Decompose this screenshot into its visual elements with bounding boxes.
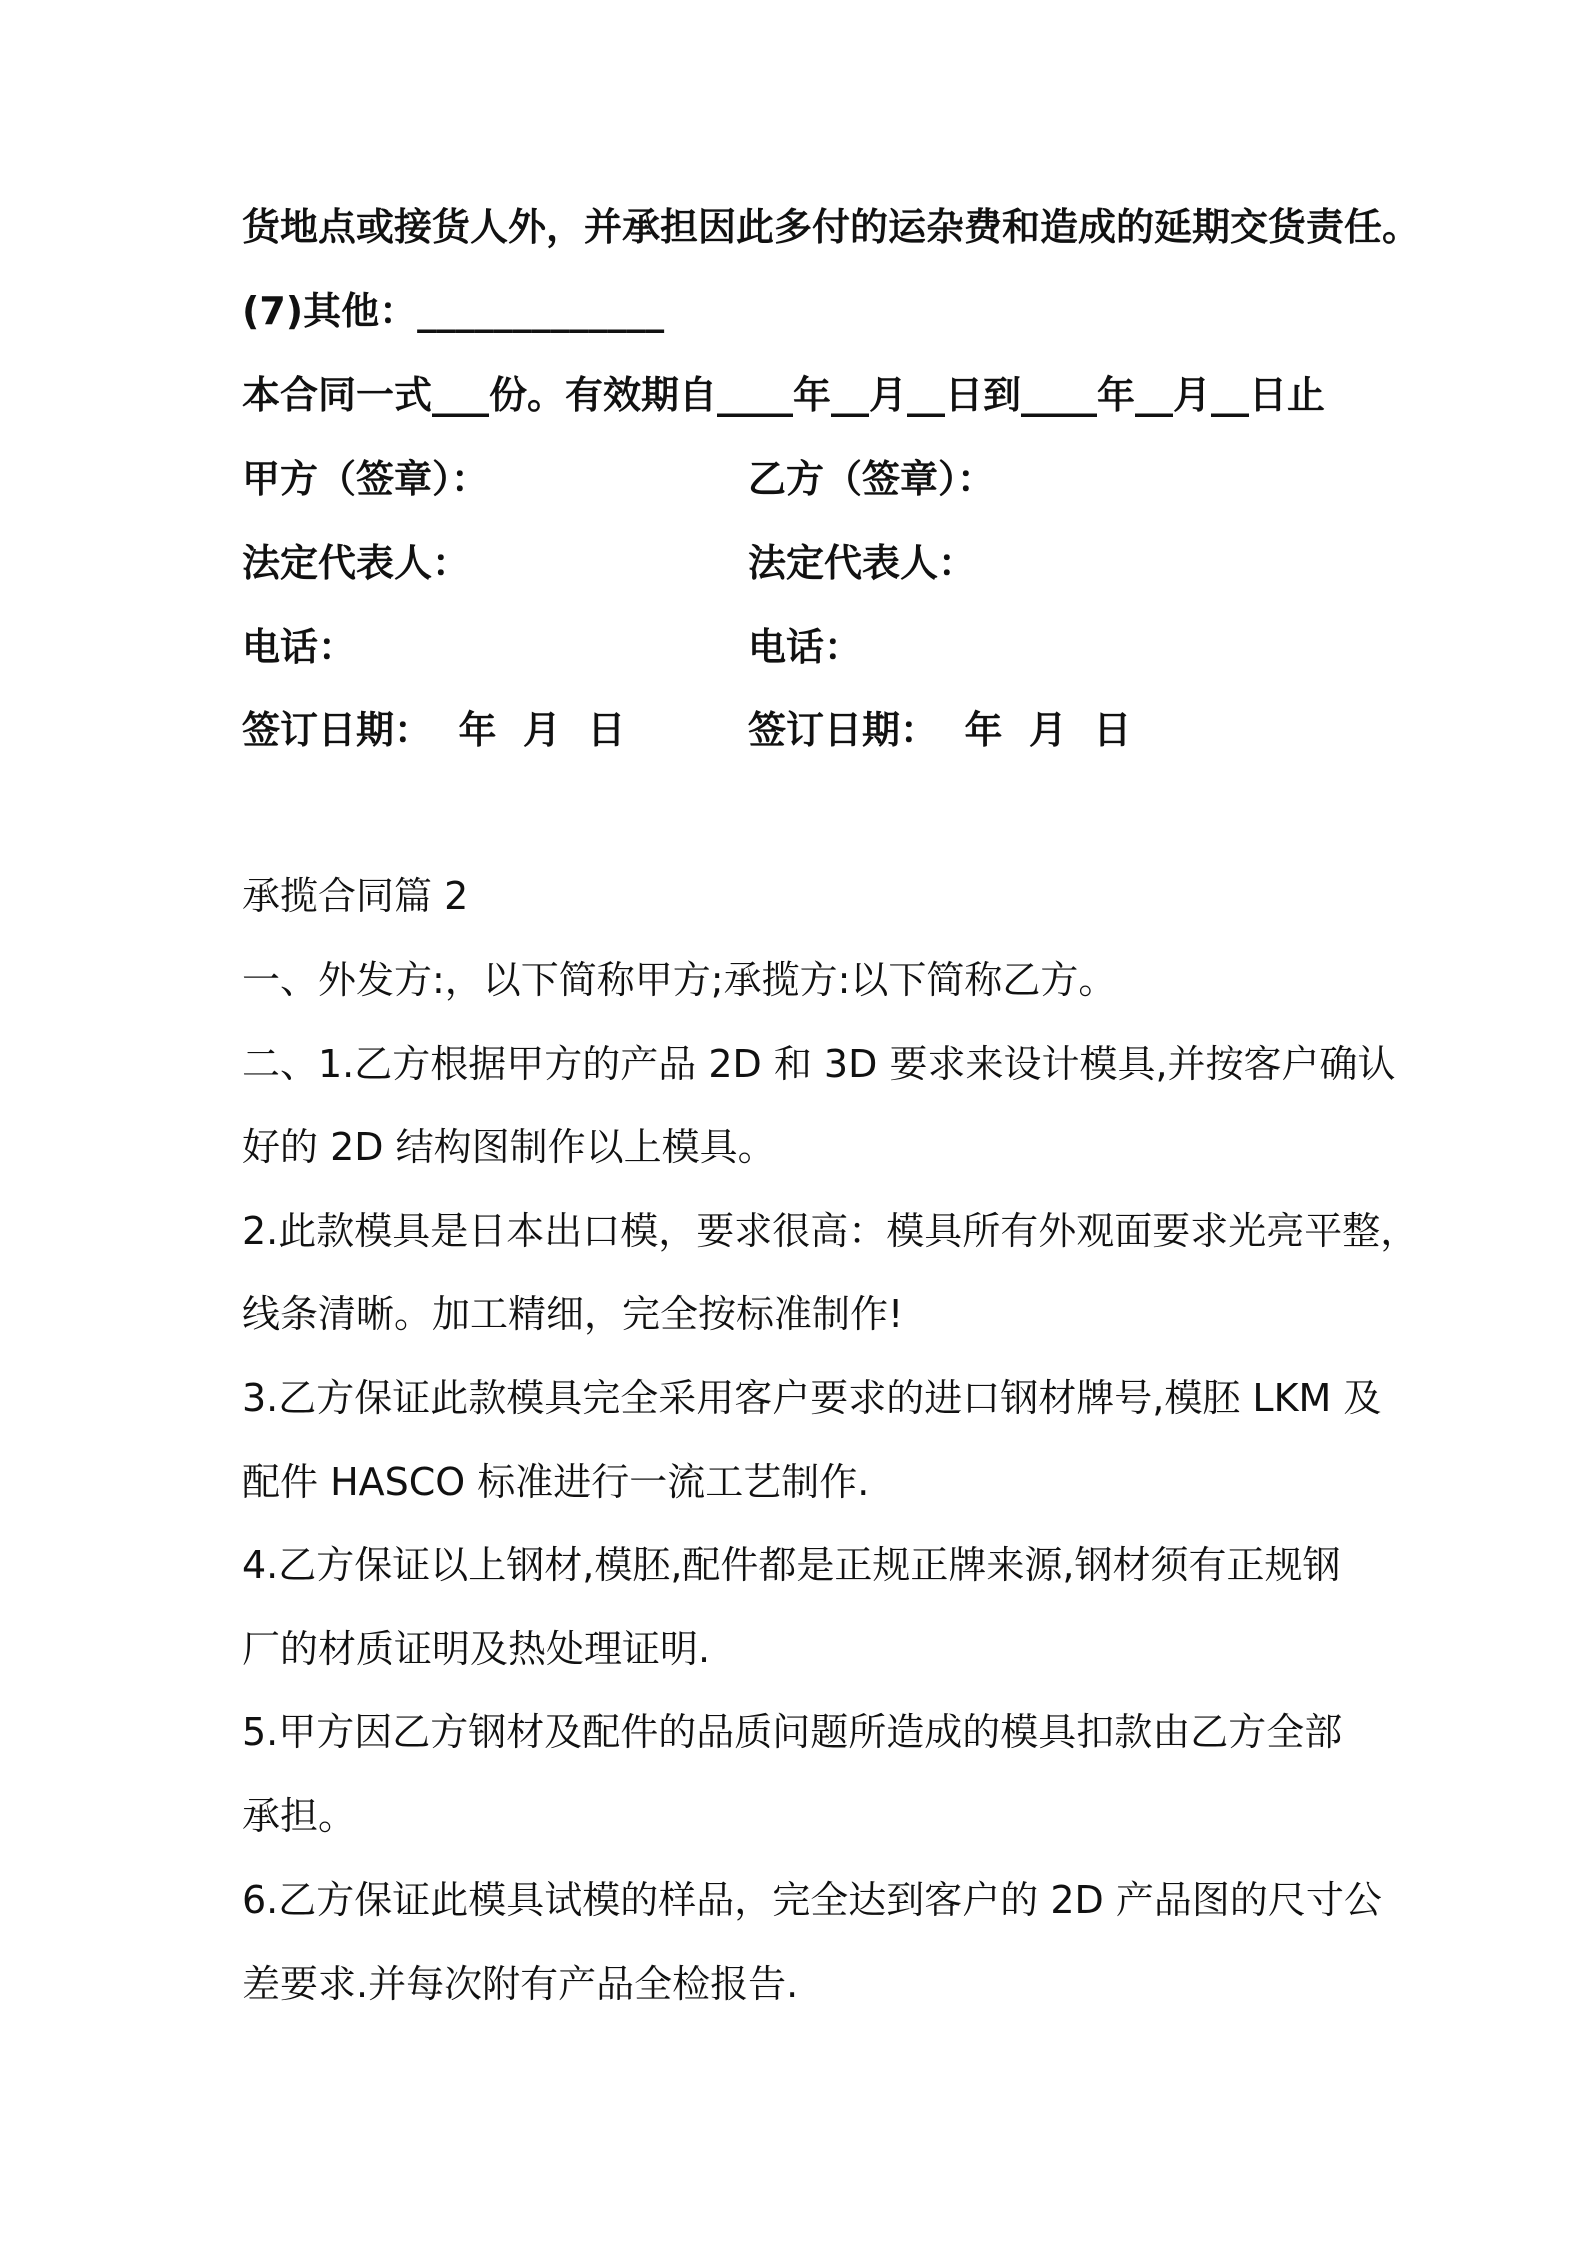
paragraph-line: 好的 2D 结构图制作以上模具。 bbox=[242, 1125, 776, 1169]
paragraph-line: 4.乙方保证以上钢材,模胚,配件都是正规正牌来源,钢材须有正规钢 bbox=[242, 1543, 1341, 1587]
paragraph-line: 厂的材质证明及热处理证明. bbox=[242, 1627, 711, 1671]
text-line: 本合同一式___份。有效期自____年__月__日到____年__月__日止 bbox=[242, 373, 1326, 417]
text-line: 货地点或接货人外，并承担因此多付的运杂费和造成的延期交货责任。 bbox=[242, 205, 1421, 249]
text-line: (7)其他：_____________ bbox=[242, 289, 665, 333]
party-a-sign-date: 签订日期： 年 月 日 bbox=[242, 708, 626, 752]
party-a-phone: 电话： bbox=[242, 625, 357, 669]
party-b-signature: 乙方（签章）： bbox=[748, 457, 996, 501]
party-b-sign-date: 签订日期： 年 月 日 bbox=[748, 708, 1132, 752]
paragraph-line: 线条清晰。加工精细，完全按标准制作! bbox=[242, 1292, 904, 1336]
paragraph-line: 承担。 bbox=[242, 1794, 357, 1838]
paragraph-line: 一、外发方:，以下简称甲方;承揽方:以下简称乙方。 bbox=[242, 958, 1117, 1002]
party-b-phone: 电话： bbox=[748, 625, 863, 669]
paragraph-line: 差要求.并每次附有产品全检报告. bbox=[242, 1962, 799, 2006]
paragraph-line: 5.甲方因乙方钢材及配件的品质问题所造成的模具扣款由乙方全部 bbox=[242, 1710, 1343, 1754]
party-a-signature: 甲方（签章）： bbox=[242, 457, 490, 501]
paragraph-line: 二、1.乙方根据甲方的产品 2D 和 3D 要求来设计模具,并按客户确认 bbox=[242, 1042, 1396, 1086]
section-title: 承揽合同篇 2 bbox=[242, 874, 469, 918]
paragraph-line: 配件 HASCO 标准进行一流工艺制作. bbox=[242, 1460, 870, 1504]
paragraph-line: 2.此款模具是日本出口模，要求很高：模具所有外观面要求光亮平整， bbox=[242, 1209, 1419, 1253]
paragraph-line: 3.乙方保证此款模具完全采用客户要求的进口钢材牌号,模胚 LKM 及 bbox=[242, 1376, 1382, 1420]
paragraph-line: 6.乙方保证此模具试模的样品，完全达到客户的 2D 产品图的尺寸公 bbox=[242, 1878, 1382, 1922]
party-a-representative: 法定代表人： bbox=[242, 541, 471, 585]
party-b-representative: 法定代表人： bbox=[748, 541, 977, 585]
